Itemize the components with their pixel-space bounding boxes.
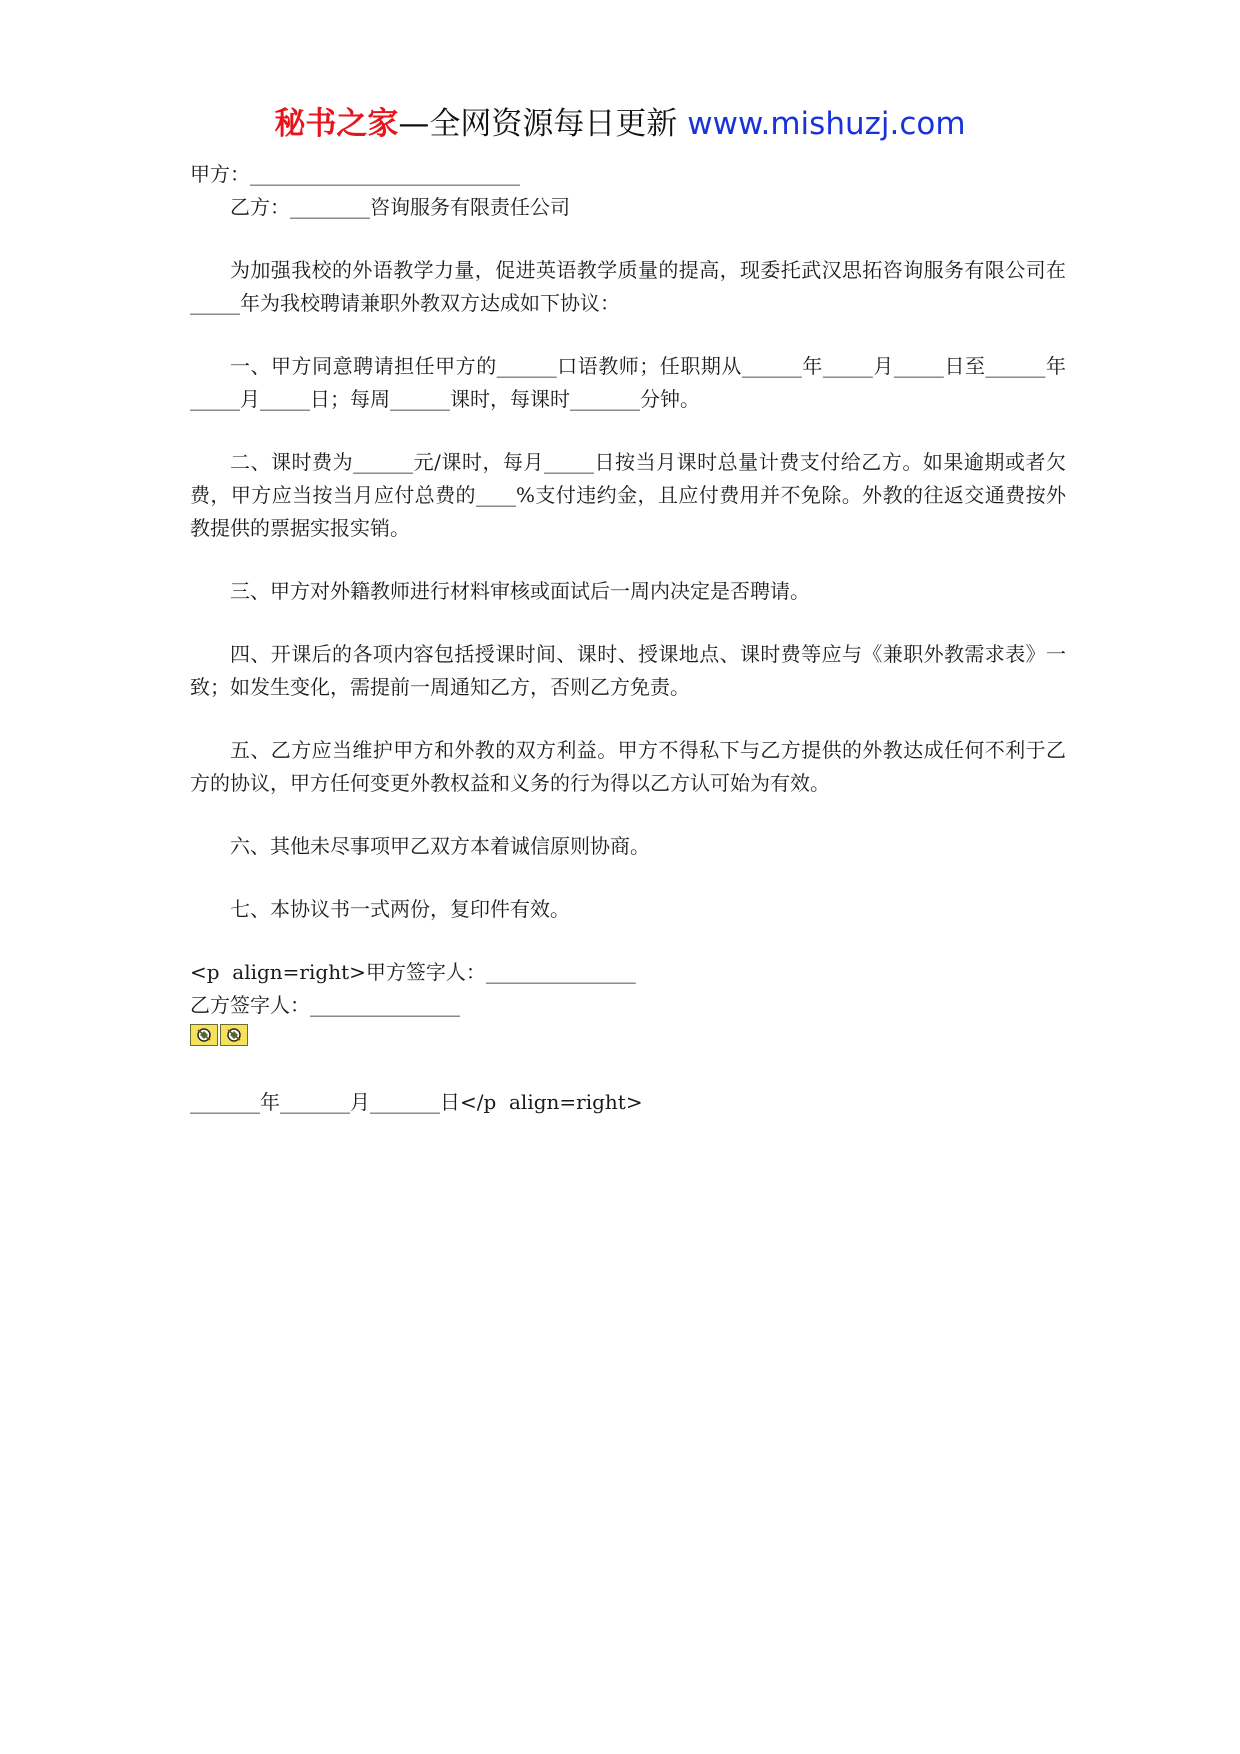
broken-image-row [190, 1024, 1066, 1050]
intro-paragraph: 为加强我校的外语教学力量，促进英语教学质量的提高，现委托武汉思拓咨询服务有限公司在_____年为我校聘请兼职外教双方达成如下协议： [190, 258, 1066, 315]
clause-3: 三、甲方对外籍教师进行材料审核或面试后一周内决定是否聘请。 [230, 579, 810, 603]
agreement-body [190, 158, 1066, 1119]
site-tagline: —全网资源每日更新 [398, 106, 688, 142]
party-a-line: 甲方：___________________________ [190, 162, 520, 186]
date-line: _______年_______月_______日</p align=right> [190, 1090, 643, 1114]
site-url-link[interactable]: www.mishuzj.com [687, 106, 966, 142]
party-a-signature-line: <p align=right>甲方签字人：_______________ [190, 960, 636, 984]
party-b-signature-line: 乙方签字人：_______________ [190, 993, 460, 1017]
broken-image-icon [190, 1024, 218, 1046]
clause-1: 一、甲方同意聘请担任甲方的______口语教师；任职期从______年_____月_____日至______年_____月_____日；每周______课时，每课时_______分钟。 [190, 354, 1066, 411]
site-brand: 秘书之家 [274, 106, 399, 142]
broken-image-icon [220, 1024, 248, 1046]
clause-7: 七、本协议书一式两份，复印件有效。 [230, 897, 570, 921]
site-header [0, 104, 1240, 144]
clause-5: 五、乙方应当维护甲方和外教的双方利益。甲方不得私下与乙方提供的外教达成任何不利于乙方的协议，甲方任何变更外教权益和义务的行为得以乙方认可始为有效。 [190, 738, 1066, 795]
clause-4: 四、开课后的各项内容包括授课时间、课时、授课地点、课时费等应与《兼职外教需求表》一致；如发生变化，需提前一周通知乙方，否则乙方免责。 [190, 642, 1066, 699]
party-b-line: 乙方：________咨询服务有限责任公司 [230, 195, 570, 219]
clause-6: 六、其他未尽事项甲乙双方本着诚信原则协商。 [230, 834, 650, 858]
clause-2: 二、课时费为______元/课时，每月_____日按当月课时总量计费支付给乙方。如果逾期或者欠费，甲方应当按当月应付总费的____%支付违约金，且应付费用并不免除。外教的往返交通费按外教提供的票据实报实销。 [190, 450, 1066, 540]
